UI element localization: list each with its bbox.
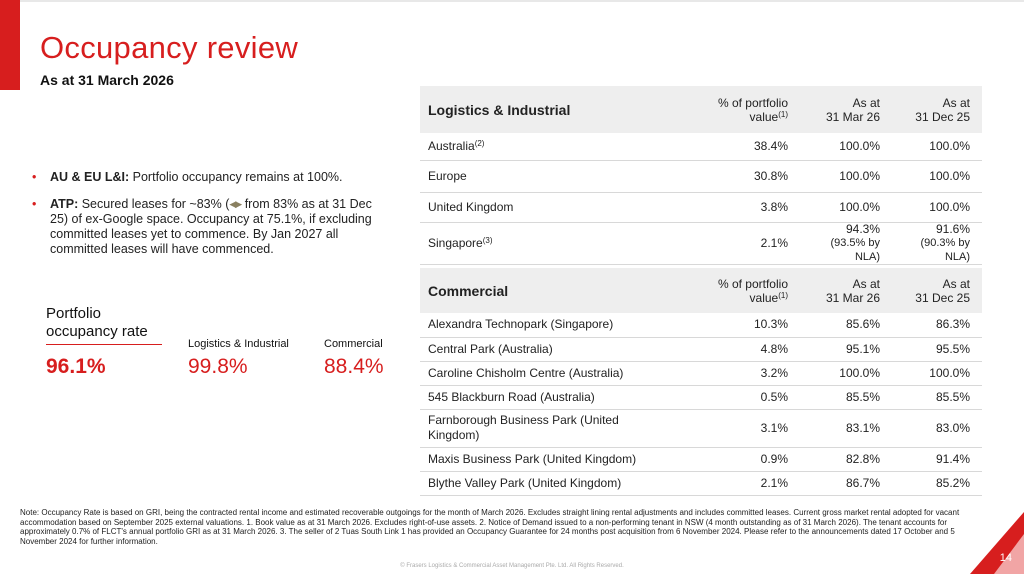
row-mar26: 95.1% <box>800 337 892 361</box>
bullet-atp-pre: Secured leases for ~83% ( <box>78 197 230 211</box>
row-dec25: 100.0% <box>892 361 982 385</box>
portfolio-occupancy-label-line2: occupancy rate <box>46 323 148 340</box>
row-pct: 0.9% <box>708 447 800 471</box>
row-mar26 <box>800 222 892 264</box>
row-dec25: 85.2% <box>892 471 982 495</box>
row-dec25: 85.5% <box>892 385 982 409</box>
row-mar26: 100.0% <box>800 361 892 385</box>
li-occupancy-value: 99.8% <box>188 355 248 378</box>
table-row <box>420 471 982 495</box>
row-dec25-value: 91.6% <box>935 221 970 236</box>
table-row <box>420 192 982 222</box>
row-dec25: 95.5% <box>892 337 982 361</box>
row-mar26: 100.0% <box>800 133 892 160</box>
bullet-au-eu <box>30 170 380 185</box>
row-dec25: 100.0% <box>892 160 982 192</box>
row-mar26-value: 94.3% <box>845 221 880 236</box>
row-name-text: Singapore <box>428 235 483 250</box>
row-dec25: 91.4% <box>892 447 982 471</box>
com-col3-line2: 31 Dec 25 <box>915 290 970 305</box>
row-dec25: 100.0% <box>892 192 982 222</box>
commercial-col-dec25 <box>892 268 982 313</box>
row-name-text: Australia <box>428 138 475 153</box>
com-col2-line2: 31 Mar 26 <box>825 290 880 305</box>
row-pct: 2.1% <box>688 222 800 264</box>
footnote: Note: Occupancy Rate is based on GRI, being the contracted rental income and estimated recoverable outgoings for the month of March 2026. Excludes straight lining rental adjustments and includes committed leases. Current gross market rental adopted for vacant accommodation based on September 2025 external valuations. 1. Book value as at 31 March 2026. Excludes right-of-use assets. 2. Notice of Demand issued to a non-performing tenant in NSW (4 month outstanding as of 31 March 2026). The tenant accounts for approximately 0.7% of FLCT's annual portfolio GRI as at 31 March 2026. 3. The seller of 2 Tuas South Link 1 has provided an Occupancy Guarantee for 24 months post acquisition from 6 November 2024. Please refer to the announcements dated 17 October and 5 November 2024 for further information. <box>20 508 960 546</box>
red-corner-triangle <box>970 512 1024 574</box>
li-table-title: Logistics & Industrial <box>420 86 688 133</box>
bullet-dot: • <box>32 170 37 184</box>
row-name: Blythe Valley Park (United Kingdom) <box>420 471 708 495</box>
row-name: Europe <box>420 160 688 192</box>
bullet-dot: • <box>32 197 37 211</box>
row-pct: 3.1% <box>708 409 800 447</box>
li-occupancy-label: Logistics & Industrial <box>188 338 289 350</box>
row-name: Maxis Business Park (United Kingdom) <box>420 447 708 471</box>
row-name: 545 Blackburn Road (Australia) <box>420 385 708 409</box>
bullet-atp-bold: ATP: <box>50 197 79 211</box>
li-col3-line1: As at <box>942 95 970 110</box>
row-name: United Kingdom <box>420 192 688 222</box>
table-row <box>420 160 982 192</box>
row-mar26: 100.0% <box>800 160 892 192</box>
li-col2-line1: As at <box>852 95 880 110</box>
top-rule <box>0 0 1024 2</box>
left-right-arrows-icon: ◀▶ <box>229 199 242 209</box>
occupancy-underline <box>46 344 162 345</box>
row-pct: 38.4% <box>688 133 800 160</box>
row-pct: 3.8% <box>688 192 800 222</box>
row-pct: 0.5% <box>708 385 800 409</box>
row-pct: 4.8% <box>708 337 800 361</box>
row-dec25: 83.0% <box>892 409 982 447</box>
bullet-au-eu-text: Portfolio occupancy remains at 100%. <box>129 170 343 184</box>
row-mar26: 100.0% <box>800 192 892 222</box>
commercial-col-portfolio-value <box>708 268 800 313</box>
row-name-sup: (3) <box>482 235 493 245</box>
commercial-col-mar26 <box>800 268 892 313</box>
commercial-occupancy-table <box>420 268 982 496</box>
table-row <box>420 337 982 361</box>
row-name: Caroline Chisholm Centre (Australia) <box>420 361 708 385</box>
com-col1-sup: (1) <box>778 290 788 300</box>
portfolio-occupancy-label <box>46 305 148 341</box>
commercial-table-title: Commercial <box>420 268 708 313</box>
portfolio-occupancy-value: 96.1% <box>46 355 106 378</box>
table-row <box>420 133 982 160</box>
row-mar26: 86.7% <box>800 471 892 495</box>
row-name <box>420 222 688 264</box>
li-table-header <box>420 86 982 133</box>
li-occupancy-table <box>420 86 982 265</box>
row-mar26: 85.6% <box>800 313 892 337</box>
row-name: Central Park (Australia) <box>420 337 708 361</box>
bullet-list <box>30 170 380 269</box>
bullet-atp-post: from 83% as at 31 Dec 25) of ex-Google space. Occupancy at 75.1%, if excluding committed leases yet to commence. By Jan 2027 all committed leases will have commenced. <box>50 197 372 256</box>
portfolio-occupancy-label-line1: Portfolio <box>46 305 102 322</box>
li-col1-line2: value <box>749 109 779 124</box>
li-col-dec25 <box>892 86 982 133</box>
commercial-occupancy-value: 88.4% <box>324 355 384 378</box>
row-dec25: 100.0% <box>892 133 982 160</box>
row-mar26-nla: (93.5% by NLA) <box>830 236 880 263</box>
row-pct: 3.2% <box>708 361 800 385</box>
row-dec25 <box>892 222 982 264</box>
row-pct: 30.8% <box>688 160 800 192</box>
row-dec25-nla: (90.3% by NLA) <box>920 236 970 263</box>
table-row <box>420 409 982 447</box>
com-col1-line1: % of portfolio <box>717 276 788 291</box>
li-col-mar26 <box>800 86 892 133</box>
com-col1-line2: value <box>749 290 779 305</box>
li-col3-line2: 31 Dec 25 <box>915 109 970 124</box>
li-col1-line1: % of portfolio <box>717 95 788 110</box>
bullet-atp <box>30 197 380 257</box>
row-mar26: 82.8% <box>800 447 892 471</box>
page-subtitle: As at 31 March 2026 <box>40 72 174 88</box>
row-mar26: 85.5% <box>800 385 892 409</box>
table-row <box>420 222 982 264</box>
table-row <box>420 361 982 385</box>
table-row <box>420 313 982 337</box>
copyright: © Frasers Logistics & Commercial Asset Management Pte. Ltd. All Rights Reserved. <box>400 563 624 569</box>
com-col2-line1: As at <box>852 276 880 291</box>
li-col1-sup: (1) <box>778 109 788 119</box>
row-dec25: 86.3% <box>892 313 982 337</box>
table-row <box>420 385 982 409</box>
row-name: Alexandra Technopark (Singapore) <box>420 313 708 337</box>
li-col-portfolio-value <box>688 86 800 133</box>
com-col3-line1: As at <box>942 276 970 291</box>
commercial-occupancy-label: Commercial <box>324 338 383 350</box>
li-col2-line2: 31 Mar 26 <box>825 109 880 124</box>
row-pct: 10.3% <box>708 313 800 337</box>
page-title: Occupancy review <box>40 30 299 65</box>
row-name-sup: (2) <box>474 138 485 148</box>
red-corner-bar <box>0 0 20 90</box>
row-name: Farnborough Business Park (United Kingdom) <box>420 409 708 447</box>
row-mar26: 83.1% <box>800 409 892 447</box>
commercial-table-header <box>420 268 982 313</box>
table-row <box>420 447 982 471</box>
page-number: 14 <box>999 552 1012 564</box>
bullet-au-eu-bold: AU & EU L&I: <box>50 170 130 184</box>
row-name <box>420 133 688 160</box>
row-pct: 2.1% <box>708 471 800 495</box>
